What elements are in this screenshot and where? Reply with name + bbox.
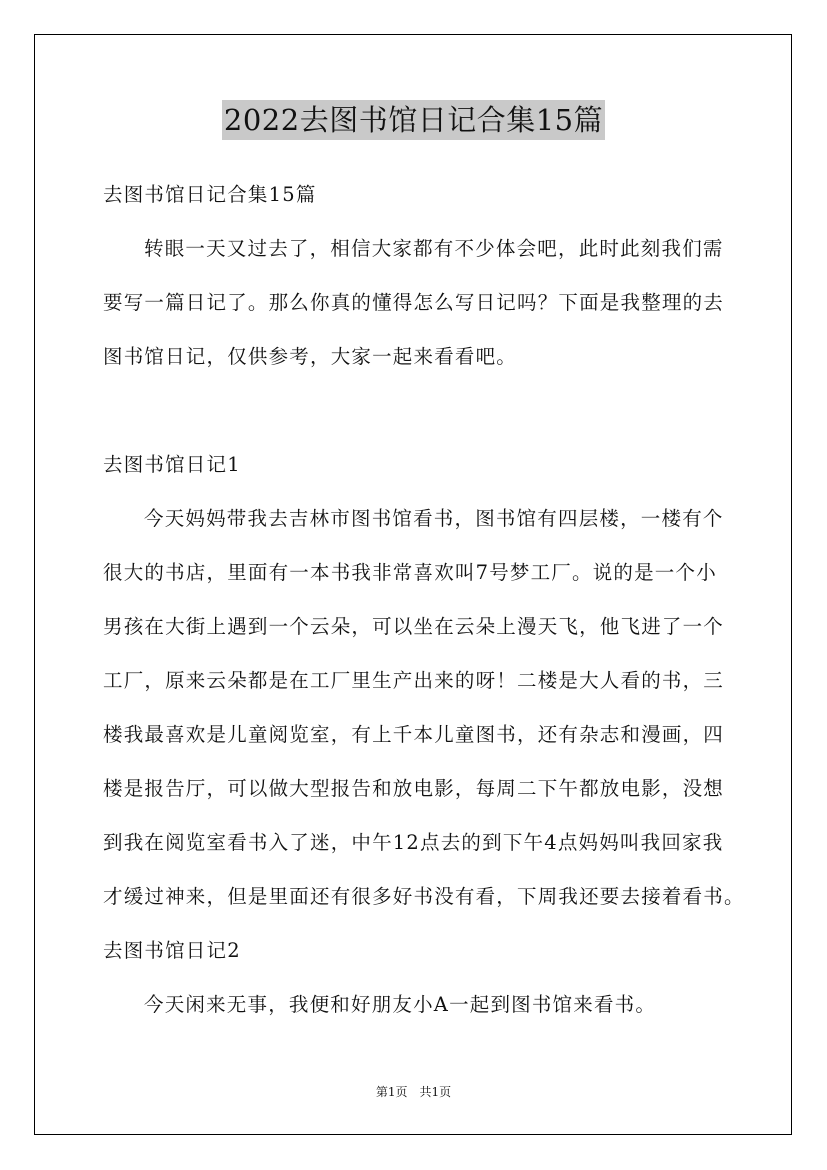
paragraph-line: 要写一篇日记了。那么你真的懂得怎么写日记吗？下面是我整理的去 [103, 291, 725, 314]
paragraph-line: 很大的书店，里面有一本书我非常喜欢叫7号梦工厂。说的是一个小 [103, 561, 717, 584]
section-heading: 去图书馆日记1 [103, 453, 241, 476]
title-container [0, 100, 827, 140]
paragraph-line: 工厂，原来云朵都是在工厂里生产出来的呀！二楼是大人看的书，三 [103, 669, 725, 692]
paragraph-line: 今天妈妈带我去吉林市图书馆看书，图书馆有四层楼，一楼有个 [144, 507, 724, 530]
blank-line [103, 384, 743, 438]
paragraph-line: 转眼一天又过去了，相信大家都有不少体会吧，此时此刻我们需 [144, 237, 724, 260]
paragraph-line: 楼我最喜欢是儿童阅览室，有上千本儿童图书，还有杂志和漫画，四 [103, 723, 725, 746]
section-heading: 去图书馆日记2 [103, 939, 241, 962]
page-number: 第1页 [375, 1085, 408, 1099]
document-title: 2022去图书馆日记合集15篇 [222, 100, 605, 140]
page-total: 共1页 [419, 1085, 452, 1099]
document-body [103, 168, 743, 1032]
paragraph-line: 男孩在大街上遇到一个云朵，可以坐在云朵上漫天飞，他飞进了一个 [103, 615, 725, 638]
page-footer [0, 1083, 827, 1101]
section-heading: 去图书馆日记合集15篇 [103, 183, 317, 206]
paragraph-line: 到我在阅览室看书入了迷，中午12点去的到下午4点妈妈叫我回家我 [103, 831, 724, 854]
paragraph-line: 楼是报告厅，可以做大型报告和放电影，每周二下午都放电影，没想 [103, 777, 725, 800]
paragraph-line: 才缓过神来，但是里面还有很多好书没有看，下周我还要去接着看书。 [103, 885, 745, 908]
paragraph-line: 今天闲来无事，我便和好朋友小A一起到图书馆来看书。 [144, 993, 657, 1016]
paragraph-line: 图书馆日记，仅供参考，大家一起来看看吧。 [103, 345, 518, 368]
